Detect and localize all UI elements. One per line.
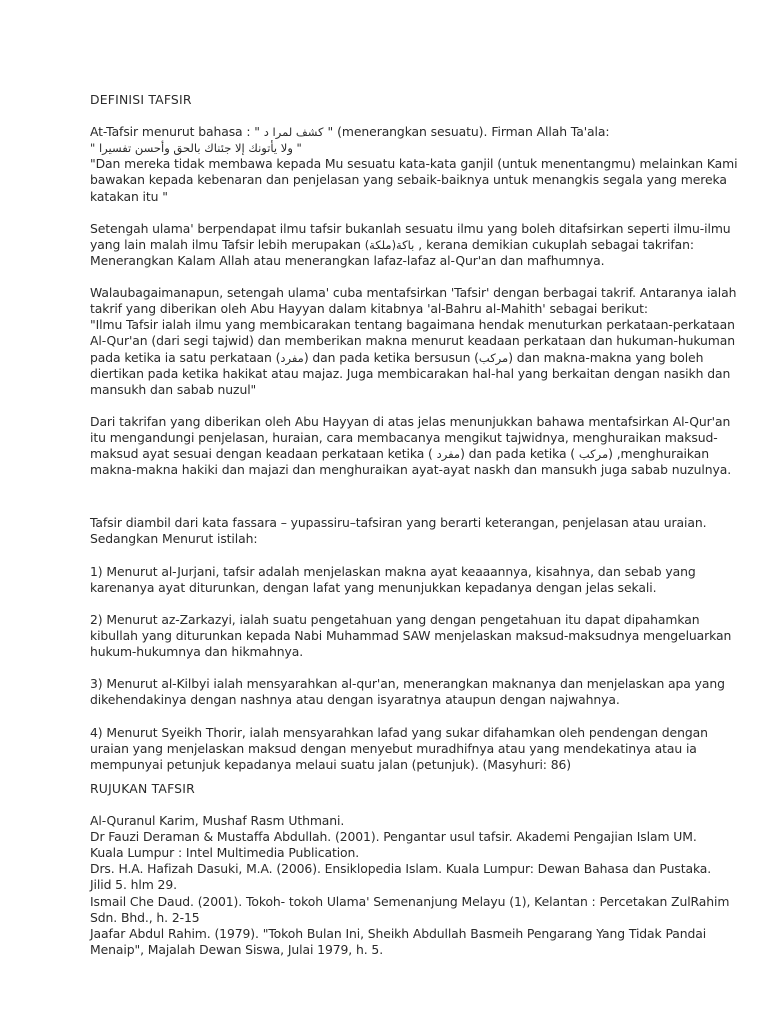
text-line: karenanya ayat diturunkan, dengan lafat yang menunjukkan kepadanya dengan jelas sekali. bbox=[90, 579, 657, 595]
text-segment: yang lain malah ilmu Tafsir lebih merupakan bbox=[90, 236, 365, 252]
arabic-text: مفرد bbox=[436, 447, 461, 462]
text-line: itu mengandungi penjelasan, huraian, cara membacanya mengikut tajwidnya, menghuraikan maksud- bbox=[90, 429, 718, 445]
text-line: 1) Menurut al-Jurjani, tafsir adalah menjelaskan makna ayat keaaannya, kisahnya, dan sebab yang bbox=[90, 563, 696, 579]
spacer bbox=[90, 596, 690, 612]
text-line: "Dan mereka tidak membawa kepada Mu sesuatu kata-kata ganjil (untuk menentangmu) melainkan Kami bbox=[90, 156, 738, 172]
text-line: kibullah yang diturunkan kepada Nabi Muhammad SAW menjelaskan maksud-maksudnya mengeluarkan bbox=[90, 628, 732, 643]
text-line: "Ilmu Tafsir ialah ilmu yang membicarakan tentang bagaimana hendak menuturkan perkataan-perkataan bbox=[90, 317, 735, 333]
text-line: katakan itu " bbox=[90, 188, 168, 204]
paragraph-2 bbox=[90, 220, 731, 269]
text-line: Dari takrifan yang diberikan oleh Abu Hayyan di atas jelas menunjukkan bahawa mentafsirkan Al-Qur'an bbox=[90, 413, 731, 429]
reference-line: Ismail Che Daud. (2001). Tokoh- tokoh Ulama' Semenanjung Melayu (1), Kelantan : Percetakan ZulRahim bbox=[90, 893, 730, 909]
text-line bbox=[90, 236, 694, 253]
reference-line: Jilid 5. hlm 29. bbox=[90, 877, 177, 893]
spacer bbox=[90, 499, 690, 515]
definition-item-3 bbox=[90, 676, 725, 708]
arabic-verse: " ولا يأتونك إلا جئناك بالحق وأحسن تفسيرا " bbox=[90, 141, 302, 156]
text-line: bawakan kepada kebenaran dan penjelasan yang sebaik-baiknya untuk menangkis segala yang mereka bbox=[90, 172, 727, 188]
references-heading: RUJUKAN TAFSIR bbox=[90, 780, 195, 796]
text-line: Al-Qur'an (dari segi tajwid) dan memberikan makna menurut keadaan perkataan dan hukuman-hukuman bbox=[90, 333, 736, 349]
text-line: 2) Menurut az-Zarkazyi, ialah suatu pengetahuan yang dengan pengetahuan itu dapat dipahamkan bbox=[90, 611, 700, 627]
text-segment: ) dan makna-makna yang boleh bbox=[508, 349, 704, 365]
reference-line: Dr Fauzi Deraman & Mustaffa Abdullah. (2001). Pengantar usul tafsir. Akademi Pengajian Islam UM. bbox=[90, 829, 697, 845]
reference-line: Kuala Lumpur : Intel Multimedia Publication. bbox=[90, 845, 360, 861]
spacer bbox=[90, 708, 690, 724]
text-segment: , kerana demikian cukuplah sebagai takrifan: bbox=[414, 236, 694, 252]
spacer bbox=[90, 660, 690, 676]
text-segment: ) dan pada ketika ( bbox=[460, 446, 579, 462]
spacer bbox=[90, 269, 690, 285]
text-line: Menerangkan Kalam Allah atau menerangkan lafaz-lafaz al-Qur'an dan mafhumnya. bbox=[90, 252, 605, 268]
spacer bbox=[90, 548, 690, 564]
text-segment: " (menerangkan sesuatu). Firman Allah Ta'ala: bbox=[323, 124, 610, 140]
paragraph-3 bbox=[90, 285, 737, 398]
text-line bbox=[90, 446, 710, 462]
text-segment: ) dan pada ketika bersusun ( bbox=[303, 349, 479, 365]
paragraph-4 bbox=[90, 413, 732, 478]
spacer bbox=[90, 797, 690, 813]
text-line: takrif yang diberikan oleh Abu Hayyan dalam kitabnya 'al-Bahru al-Mahith' sebagai berikut: bbox=[90, 301, 648, 317]
spacer bbox=[90, 108, 690, 124]
text-segment: ) ,menghuraikan bbox=[608, 446, 710, 462]
definition-item-4 bbox=[90, 724, 708, 773]
text-line: Setengah ulama' berpendapat ilmu tafsir bukanlah sesuatu ilmu yang boleh ditafsirkan seperti ilmu-ilmu bbox=[90, 220, 731, 236]
text-segment: At-Tafsir menurut bahasa : " bbox=[90, 124, 264, 140]
text-line: Walaubagaimanapun, setengah ulama' cuba mentafsirkan 'Tafsir' dengan berbagai takrif. Antaranya ialah bbox=[90, 285, 737, 301]
reference-line: Jaafar Abdul Rahim. (1979). "Tokoh Bulan Ini, Sheikh Abdullah Basmeih Pengarang Yang Tidak Pandai bbox=[90, 925, 707, 941]
spacer bbox=[90, 205, 690, 221]
definition-item-1 bbox=[90, 563, 696, 596]
text-line bbox=[90, 349, 704, 366]
arabic-text: مركب bbox=[578, 447, 609, 462]
text-line: diertikan pada ketika hakikat atau majaz. Juga membicarakan hal-hal yang berkaitan dengan nasikh dan bbox=[90, 365, 731, 381]
paragraph-5 bbox=[90, 515, 707, 547]
document-title: DEFINISI TAFSIR bbox=[90, 92, 192, 107]
spacer bbox=[90, 478, 690, 499]
text-segment: maksud ayat sesuai dengan keadaan perkataan ketika ( bbox=[90, 446, 437, 462]
reference-line: Menaip", Majalah Dewan Siswa, Julai 1979, h. 5. bbox=[90, 941, 384, 957]
text-line: mansukh dan sabab nuzul" bbox=[90, 381, 257, 397]
text-line: dikehendakinya dengan nashnya atau dengan isyaratnya ataupun dengan najwahnya. bbox=[90, 692, 620, 708]
spacer bbox=[90, 398, 690, 414]
arabic-text: (ملكة)باكة bbox=[364, 237, 415, 252]
arabic-text: مركب bbox=[478, 350, 509, 365]
reference-line: Drs. H.A. Hafizah Dasuki, M.A. (2006). Ensiklopedia Islam. Kuala Lumpur: Dewan Bahasa dan Pustaka. bbox=[90, 861, 712, 877]
reference-line: Al-Quranul Karim, Mushaf Rasm Uthmani. bbox=[90, 813, 345, 829]
reference-line: Sdn. Bhd., h. 2-15 bbox=[90, 909, 200, 925]
text-line bbox=[90, 124, 690, 140]
definition-item-2 bbox=[90, 611, 732, 660]
text-line: Tafsir diambil dari kata fassara – yupassiru–tafsiran yang berarti keterangan, penjelasan atau uraian. bbox=[90, 515, 707, 531]
document-page bbox=[90, 92, 738, 958]
arabic-text: كشف لمرا د bbox=[263, 125, 324, 140]
references-list bbox=[90, 813, 730, 958]
arabic-text: مفرد bbox=[280, 350, 304, 365]
text-line: uraian yang menjelaskan maksud dengan menyebut muradhifnya atau yang mendekatinya atau ia bbox=[90, 740, 697, 756]
text-line: mempunyai petunjuk kepadanya melaui suatu jalan (petunjuk). (Masyhuri: 86) bbox=[90, 756, 572, 772]
text-line: hukum-hukumnya dan hikmahnya. bbox=[90, 644, 304, 660]
text-line: Sedangkan Menurut istilah: bbox=[90, 531, 258, 547]
paragraph-intro bbox=[90, 124, 738, 204]
text-line: makna-makna hakiki dan majazi dan menghuraikan ayat-ayat naskh dan mansukh juga sabab nuzulnya. bbox=[90, 462, 732, 478]
text-line: 4) Menurut Syeikh Thorir, ialah mensyarahkan lafad yang sukar difahamkan oleh pendengan dengan bbox=[90, 724, 708, 740]
spacer bbox=[90, 773, 690, 781]
text-line: 3) Menurut al-Kilbyi ialah mensyarahkan al-qur'an, menerangkan maknanya dan menjelaskan apa yang bbox=[90, 676, 725, 692]
text-segment: pada ketika ia satu perkataan ( bbox=[90, 349, 281, 365]
